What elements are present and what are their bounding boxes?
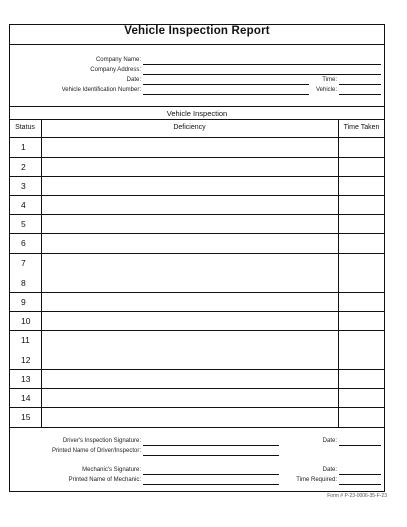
date-label: Date: <box>322 438 337 444</box>
drivers-signature-label: Driver's Inspection Signature: <box>62 438 141 444</box>
status-column-header: Status <box>15 124 35 131</box>
date-field[interactable] <box>143 84 309 85</box>
mechanics-date-field[interactable] <box>339 474 381 475</box>
form-number: Form # P-23-0006-35-F-23 <box>327 493 387 499</box>
deficiency-column-header: Deficiency <box>173 124 206 131</box>
row-divider <box>9 407 385 408</box>
row-divider <box>9 369 385 370</box>
row-divider <box>9 253 385 254</box>
vin-field[interactable] <box>143 94 309 95</box>
drivers-date-field[interactable] <box>339 445 381 446</box>
company-address-field[interactable] <box>143 74 381 75</box>
row-number: 5 <box>21 219 26 229</box>
form-title: Vehicle Inspection Report <box>124 25 270 37</box>
vehicle-field[interactable] <box>339 94 381 95</box>
row-number: 1 <box>21 142 26 152</box>
time-column-line <box>338 119 339 427</box>
row-number: 3 <box>21 181 26 191</box>
row-number: 10 <box>21 316 31 326</box>
mechanics-signature-label: Mechanic's Signature: <box>82 467 141 473</box>
time-required-label: Time Required: <box>296 477 337 483</box>
date-label: Date: <box>126 77 141 83</box>
mechanics-printed-name-field[interactable] <box>143 484 279 485</box>
time-label: Time: <box>322 77 337 83</box>
company-name-label: Company Name: <box>95 57 141 63</box>
column-header-divider <box>9 137 385 138</box>
row-divider <box>9 292 385 293</box>
mechanics-signature-field[interactable] <box>143 474 279 475</box>
drivers-signature-field[interactable] <box>143 445 279 446</box>
title-divider <box>9 44 385 45</box>
row-divider <box>9 214 385 215</box>
row-number: 13 <box>21 374 31 384</box>
header-divider <box>9 106 385 107</box>
drivers-printed-name-label: Printed Name of Driver/Inspector: <box>51 448 141 454</box>
company-name-field[interactable] <box>143 64 381 65</box>
row-number: 15 <box>21 412 31 422</box>
section-title: Vehicle Inspection <box>166 109 228 118</box>
row-divider <box>9 388 385 389</box>
row-divider <box>9 157 385 158</box>
time-required-field[interactable] <box>339 484 381 485</box>
time-taken-column-header: Time Taken <box>343 124 380 131</box>
section-divider <box>9 119 385 120</box>
row-number: 14 <box>21 393 31 403</box>
drivers-printed-name-field[interactable] <box>143 455 279 456</box>
row-number: 8 <box>21 278 26 288</box>
row-divider <box>9 195 385 196</box>
row-divider <box>9 311 385 312</box>
row-number: 9 <box>21 297 26 307</box>
row-number: 4 <box>21 200 26 210</box>
date-label: Date: <box>322 467 337 473</box>
row-divider <box>9 176 385 177</box>
status-column-line <box>41 119 42 427</box>
vehicle-label: Vehicle: <box>315 87 337 93</box>
row-number: 11 <box>21 335 30 345</box>
row-number: 2 <box>21 162 26 172</box>
mechanics-printed-name-label: Printed Name of Mechanic: <box>68 477 141 483</box>
row-number: 7 <box>21 258 26 268</box>
company-address-label: Company Address: <box>90 67 141 73</box>
table-bottom-line <box>9 427 385 428</box>
row-divider <box>9 330 385 331</box>
row-number: 6 <box>21 238 26 248</box>
row-divider <box>9 233 385 234</box>
time-field[interactable] <box>339 84 381 85</box>
vin-label: Vehicle Identification Number: <box>61 87 141 93</box>
row-number: 12 <box>21 355 31 365</box>
